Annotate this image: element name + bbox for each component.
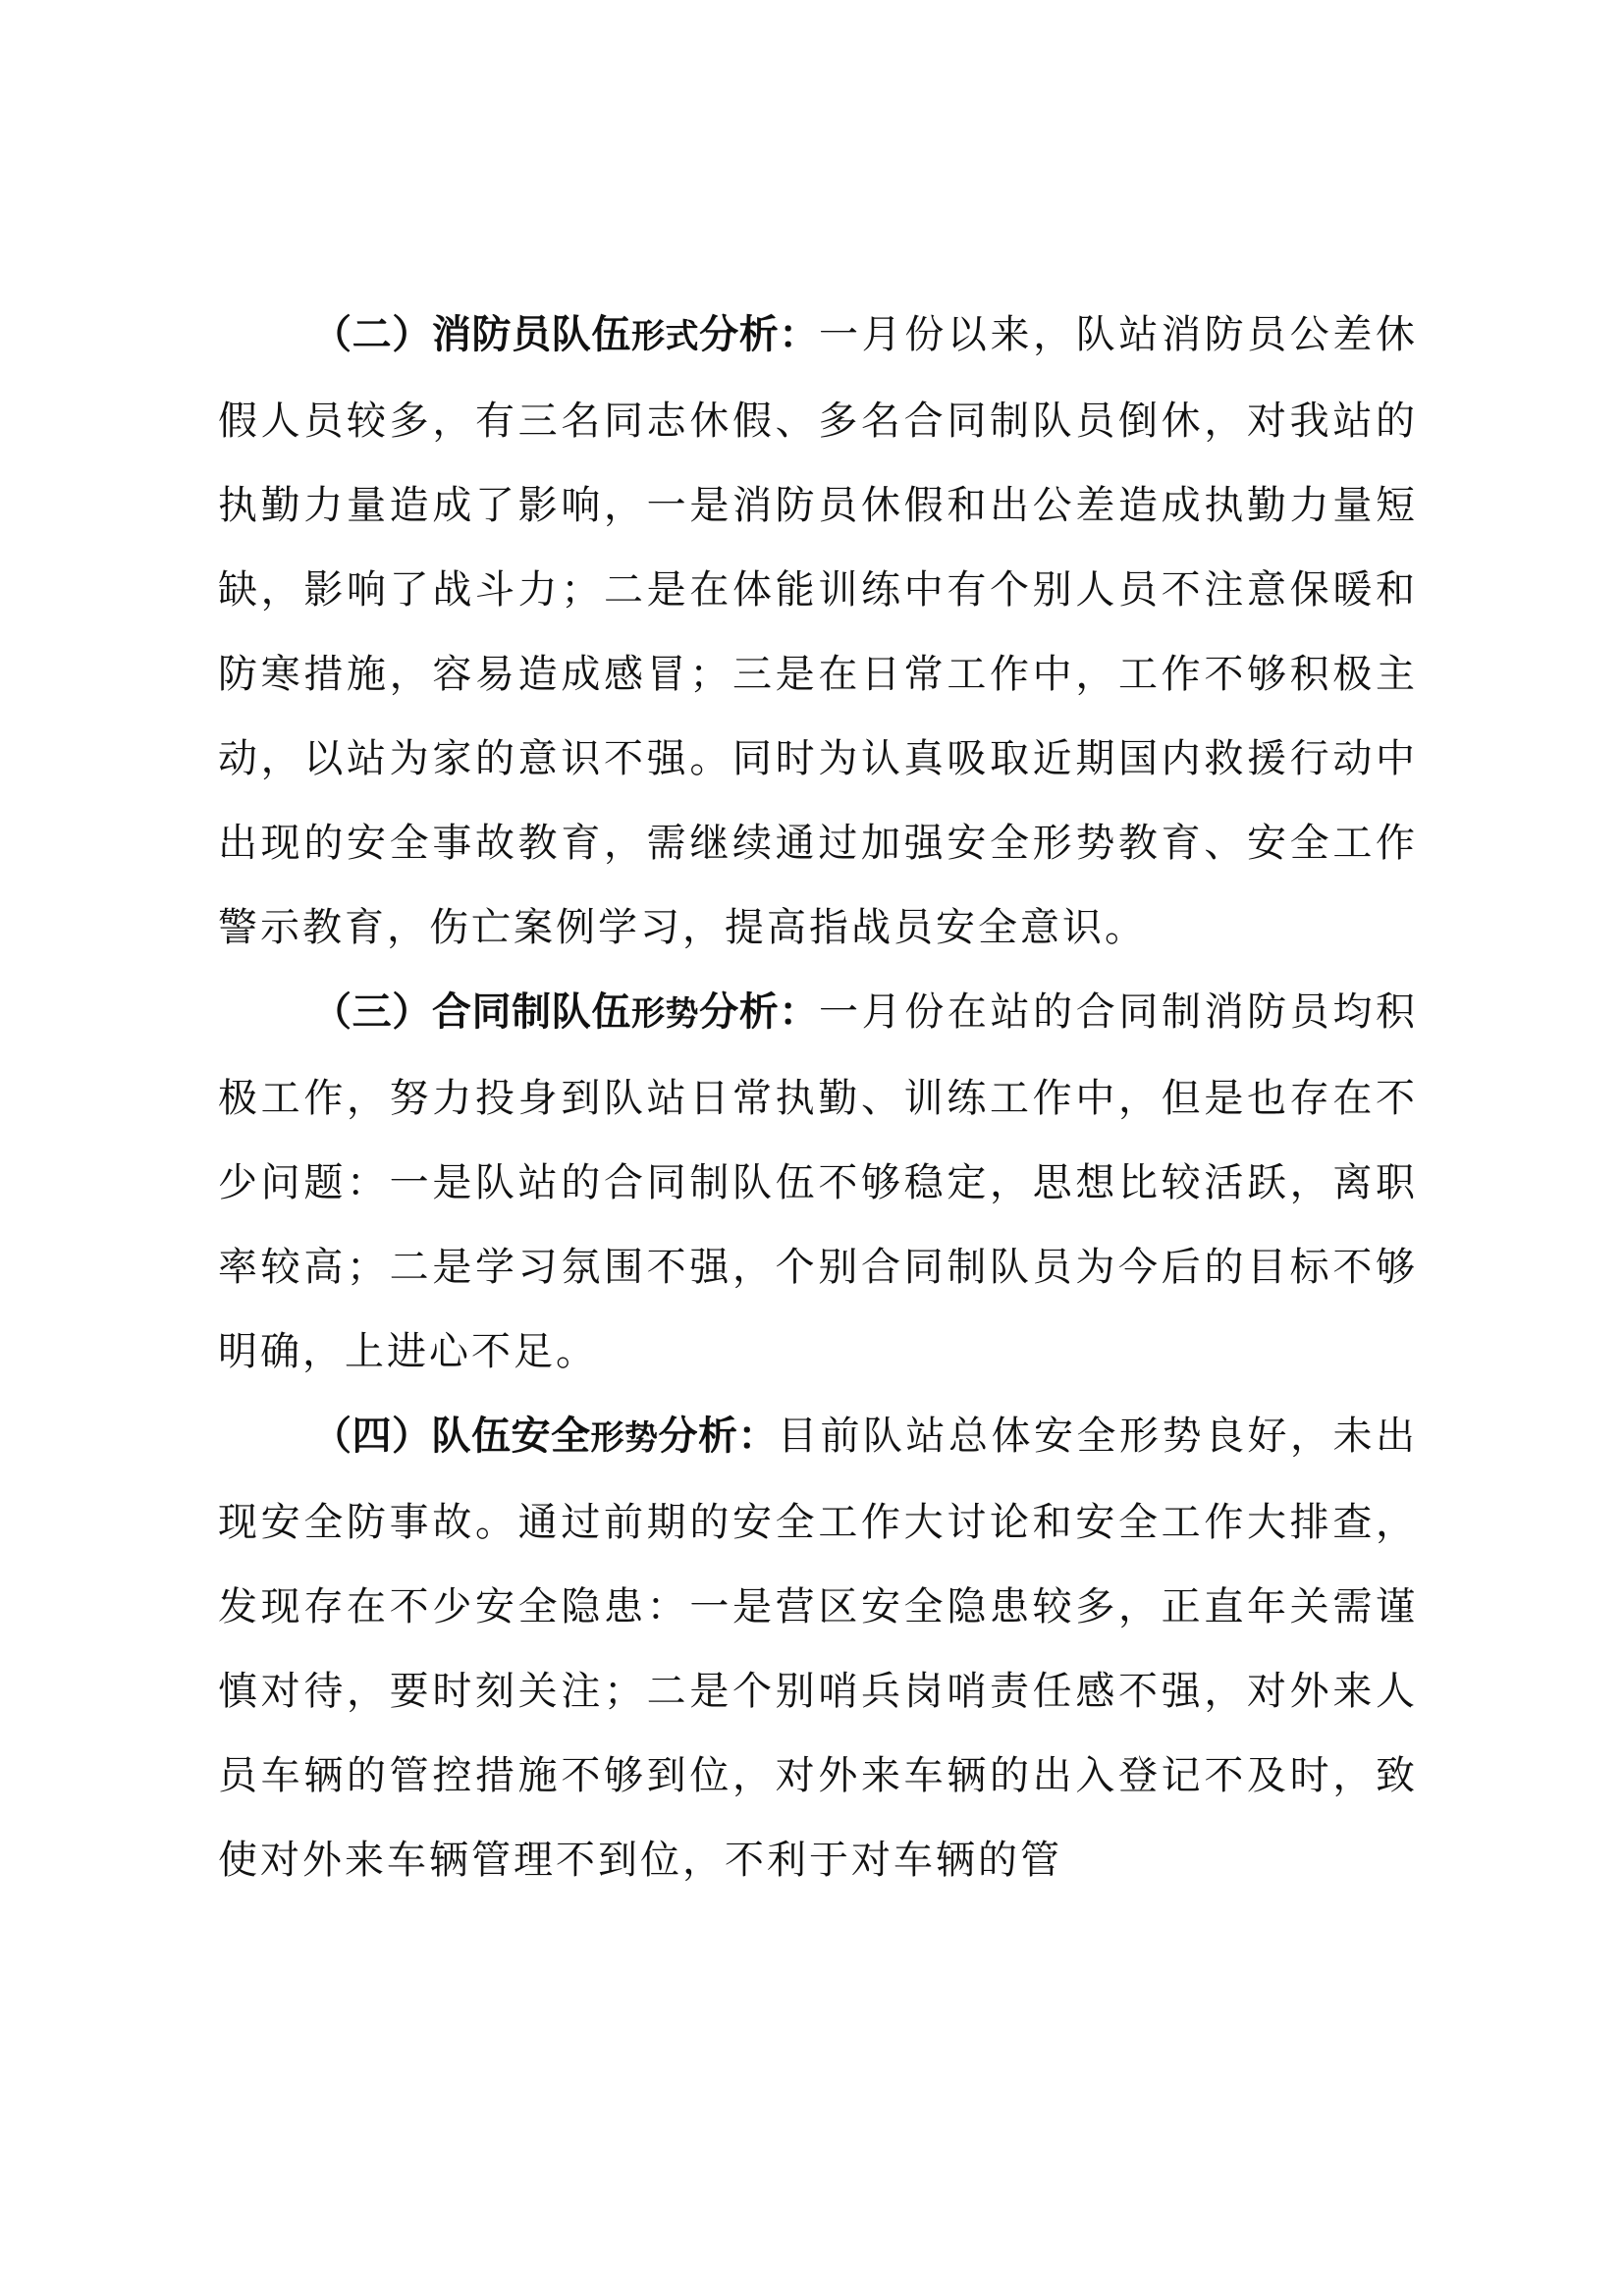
heading-prefix: （二）消防员队伍 <box>312 312 631 357</box>
heading-suffix: 分析： <box>658 1414 778 1459</box>
paragraph-body: 目前队站总体安全形势良好，未出现安全防事故。通过前期的安全工作大讨论和安全工作大排查，发现存在不少安全隐患：一是营区安全隐患较多，正直年关需谨慎对待，要时刻关注；二是个别哨兵岗哨责任感不强，对外来人员车辆的管控措施不够到位，对外来车辆的出入登记不及时，致使对外来车辆管理不到位，不利于对车辆的管 <box>218 1414 1418 1883</box>
paragraph-body: 一月份以来，队站消防员公差休假人员较多，有三名同志休假、多名合同制队员倒休，对我站的执勤力量造成了影响，一是消防员休假和出公差造成执勤力量短缺，影响了战斗力；二是在体能训练中有个别人员不注意保暖和防寒措施，容易造成感冒；三是在日常工作中，工作不够积极主动，以站为家的意识不强。同时为认真吸取近期国内救援行动中出现的安全事故教育，需继续通过加强安全形势教育、安全工作警示教育，伤亡案例学习，提高指战员安全意识。 <box>218 312 1419 950</box>
paragraph-team-safety-analysis <box>218 1394 1418 1902</box>
paragraph-body: 一月份在站的合同制消防员均积极工作，努力投身到队站日常执勤、训练工作中，但是也存在不少问题：一是队站的合同制队伍不够稳定，思想比较活跃，离职率较高；二是学习氛围不强，个别合同制队员为今后的目标不够明确，上进心不足。 <box>218 989 1419 1374</box>
document-body <box>218 293 1418 1902</box>
paragraph-firefighter-team-analysis <box>218 293 1418 970</box>
section-heading <box>312 1414 778 1459</box>
heading-small-text: 形式 <box>630 317 700 356</box>
section-heading <box>312 989 819 1035</box>
heading-suffix: 分析： <box>699 989 820 1035</box>
paragraph-contract-team-analysis <box>218 970 1418 1394</box>
heading-suffix: 分析： <box>699 312 820 357</box>
heading-prefix: （三）合同制队伍 <box>312 989 631 1035</box>
heading-small-text: 形势 <box>630 994 700 1034</box>
heading-small-text: 形势 <box>590 1418 659 1458</box>
heading-prefix: （四）队伍安全 <box>312 1414 591 1459</box>
section-heading <box>312 312 819 357</box>
